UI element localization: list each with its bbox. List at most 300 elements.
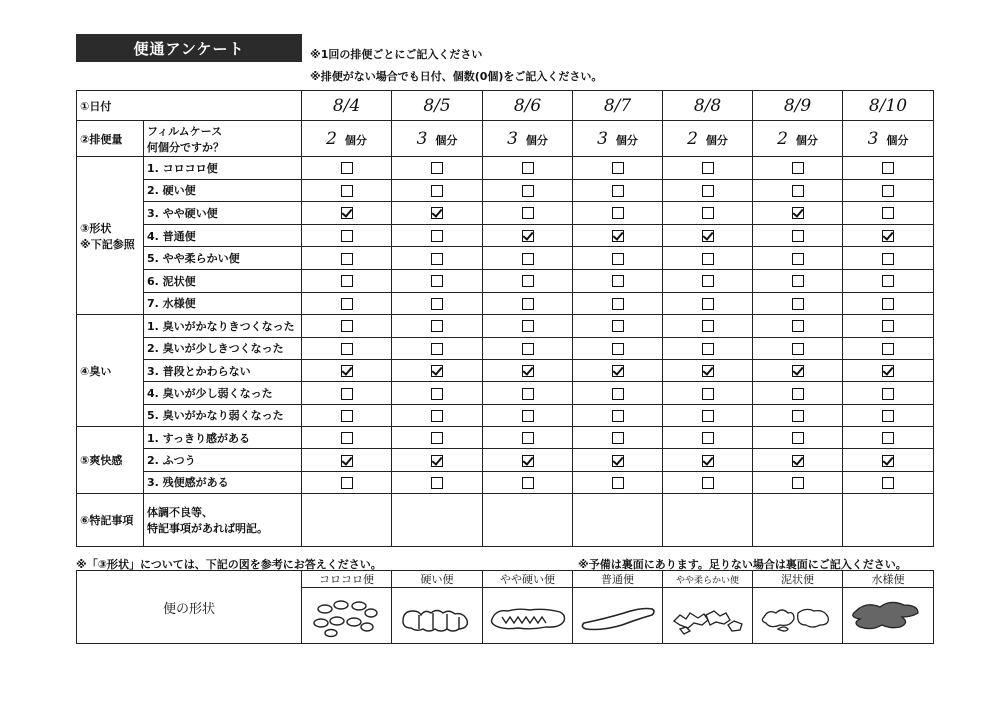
date-value: 8/8	[693, 95, 722, 116]
smell-option-1	[144, 315, 302, 337]
shape-option-1	[144, 157, 302, 180]
smell-check-cell	[302, 359, 392, 381]
refresh-check-cell	[302, 449, 392, 471]
smell-check-cell	[663, 359, 753, 381]
checked-checkbox[interactable]	[792, 455, 804, 467]
refresh-option-label: 2. ふつう	[147, 454, 196, 468]
shape-check-cell	[392, 202, 483, 225]
shape-check-cell	[663, 247, 753, 270]
checkbox[interactable]	[341, 253, 353, 265]
checked-checkbox[interactable]	[522, 455, 534, 467]
checked-checkbox[interactable]	[612, 230, 624, 242]
count-unit: 個分	[615, 133, 638, 147]
shape-option-label: 6. 泥状便	[147, 274, 196, 288]
shape-option-7	[144, 292, 302, 315]
refresh-check-cell	[483, 449, 573, 471]
checked-checkbox[interactable]	[341, 207, 353, 219]
checkbox[interactable]	[702, 207, 714, 219]
refresh-check-cell	[483, 427, 573, 449]
shape-check-cell	[753, 247, 843, 270]
shape-check-cell	[392, 224, 483, 247]
shape-check-cell	[302, 157, 392, 180]
checkbox[interactable]	[612, 477, 624, 489]
checkbox[interactable]	[882, 298, 894, 310]
legend-type-2: 硬い便	[392, 571, 483, 588]
checkbox[interactable]	[612, 275, 624, 287]
refresh-check-cell	[483, 471, 573, 493]
checkbox[interactable]	[522, 410, 534, 422]
legend-type-6: 泥状便	[753, 571, 843, 588]
shape-check-cell	[573, 202, 663, 225]
checkbox[interactable]	[792, 343, 804, 355]
date-value: 8/5	[423, 95, 451, 116]
smell-check-cell	[392, 315, 483, 337]
date-cell-2	[392, 91, 483, 121]
checkbox[interactable]	[522, 162, 534, 174]
checkbox[interactable]	[431, 343, 443, 355]
shape-check-cell	[483, 247, 573, 270]
shape-check-cell	[843, 202, 934, 225]
refresh-check-cell	[663, 449, 753, 471]
checkbox[interactable]	[882, 185, 894, 197]
checkbox[interactable]	[792, 185, 804, 197]
muddy-stool-illustration	[758, 591, 838, 641]
count-value: 3	[867, 128, 879, 149]
checkbox[interactable]	[702, 388, 714, 400]
hard-stool-illustration	[397, 591, 477, 641]
checked-checkbox[interactable]	[792, 365, 804, 377]
checkbox[interactable]	[522, 477, 534, 489]
smell-option-label: 3. 普段とかわらない	[147, 364, 251, 378]
shape-check-cell	[483, 292, 573, 315]
checkbox[interactable]	[702, 185, 714, 197]
shape-check-cell	[573, 269, 663, 292]
slightly-hard-stool-illustration	[488, 591, 568, 641]
count-value: 2	[326, 128, 337, 149]
amount-sub-cell	[144, 121, 302, 157]
shape-check-cell	[392, 247, 483, 270]
shape-check-cell	[573, 157, 663, 180]
checkbox[interactable]	[702, 162, 714, 174]
checkbox[interactable]	[431, 230, 443, 242]
checkbox[interactable]	[702, 343, 714, 355]
checkbox[interactable]	[612, 253, 624, 265]
legend-type-5: やや柔らかい便	[663, 571, 753, 588]
checkbox[interactable]	[612, 388, 624, 400]
checkbox[interactable]	[792, 162, 804, 174]
smell-check-cell	[573, 359, 663, 381]
checkbox[interactable]	[431, 275, 443, 287]
checkbox[interactable]	[882, 162, 894, 174]
checkbox[interactable]	[341, 432, 353, 444]
checked-checkbox[interactable]	[882, 230, 894, 242]
smell-check-cell	[302, 382, 392, 404]
shape-check-cell	[663, 179, 753, 202]
count-value: 3	[507, 128, 518, 149]
checkbox[interactable]	[431, 477, 443, 489]
smell-check-cell	[392, 359, 483, 381]
refresh-check-cell	[302, 471, 392, 493]
legend-illustration-5	[663, 588, 753, 644]
shape-option-label: 2. 硬い便	[147, 184, 196, 198]
special-note-cell-5[interactable]	[663, 494, 753, 547]
smell-check-cell	[392, 382, 483, 404]
smell-option-label: 1. 臭いがかなりきつくなった	[147, 319, 295, 333]
refresh-check-cell	[573, 449, 663, 471]
shape-check-cell	[843, 247, 934, 270]
smell-check-cell	[483, 404, 573, 426]
checkbox[interactable]	[612, 410, 624, 422]
smell-check-cell	[573, 382, 663, 404]
backside-note: ※予備は裏面にあります。足りない場合は裏面にご記入ください。	[578, 558, 907, 571]
shape-check-cell	[392, 292, 483, 315]
smell-check-cell	[483, 315, 573, 337]
checked-checkbox[interactable]	[612, 365, 624, 377]
count-unit: 個分	[525, 133, 548, 147]
checkbox[interactable]	[882, 477, 894, 489]
survey-table	[76, 90, 934, 547]
count-cell-5	[663, 121, 753, 157]
refresh-check-cell	[392, 471, 483, 493]
checkbox[interactable]	[612, 162, 624, 174]
date-value: 8/4	[332, 95, 361, 116]
checkbox[interactable]	[792, 432, 804, 444]
checkbox[interactable]	[702, 253, 714, 265]
date-value: 8/7	[603, 95, 632, 116]
checkbox[interactable]	[431, 185, 443, 197]
checkbox[interactable]	[882, 207, 894, 219]
date-cell-1	[302, 91, 392, 121]
count-value: 2	[777, 128, 788, 149]
shape-option-4	[144, 224, 302, 247]
special-note-cell-1[interactable]	[302, 494, 392, 547]
checked-checkbox[interactable]	[882, 365, 894, 377]
special-sub-1: 体調不良等、	[147, 506, 213, 519]
smell-option-4	[144, 382, 302, 404]
checkbox[interactable]	[341, 410, 353, 422]
refresh-check-cell	[843, 471, 934, 493]
count-value: 3	[416, 128, 428, 149]
shape-check-cell	[843, 269, 934, 292]
legend-illustration-6	[753, 588, 843, 644]
legend-type-4: 普通便	[573, 571, 663, 588]
count-unit: 個分	[344, 133, 367, 147]
checked-checkbox[interactable]	[341, 455, 353, 467]
checkbox[interactable]	[792, 298, 804, 310]
checked-checkbox[interactable]	[612, 455, 624, 467]
count-unit: 個分	[795, 133, 818, 147]
smell-check-cell	[663, 315, 753, 337]
refresh-group-label	[77, 427, 144, 494]
checked-checkbox[interactable]	[522, 230, 534, 242]
shape-check-cell	[392, 179, 483, 202]
checkbox[interactable]	[702, 477, 714, 489]
checkbox[interactable]	[612, 298, 624, 310]
checkbox[interactable]	[612, 207, 624, 219]
checkbox[interactable]	[882, 320, 894, 332]
shape-check-cell	[843, 224, 934, 247]
checkbox[interactable]	[522, 207, 534, 219]
smell-option-label: 2. 臭いが少しきつくなった	[147, 342, 284, 356]
checkbox[interactable]	[522, 343, 534, 355]
refresh-check-cell	[392, 449, 483, 471]
checkbox[interactable]	[341, 388, 353, 400]
checkbox[interactable]	[612, 343, 624, 355]
shape-check-cell	[302, 292, 392, 315]
checkbox[interactable]	[431, 388, 443, 400]
smell-check-cell	[753, 337, 843, 359]
checkbox[interactable]	[702, 298, 714, 310]
refresh-option-2	[144, 449, 302, 471]
smell-check-cell	[843, 337, 934, 359]
special-label-cell	[77, 494, 144, 547]
count-value: 2	[687, 128, 698, 149]
shape-option-3	[144, 202, 302, 225]
shape-option-label: 7. 水様便	[147, 297, 196, 311]
checkbox[interactable]	[882, 253, 894, 265]
smell-check-cell	[392, 404, 483, 426]
checked-checkbox[interactable]	[341, 365, 353, 377]
legend-illustration-7	[843, 588, 934, 644]
shape-check-cell	[753, 157, 843, 180]
shape-check-cell	[663, 224, 753, 247]
smell-check-cell	[573, 337, 663, 359]
checkbox[interactable]	[612, 320, 624, 332]
special-sub-cell	[144, 494, 302, 547]
checked-checkbox[interactable]	[792, 207, 804, 219]
shape-check-cell	[663, 292, 753, 315]
smell-check-cell	[483, 359, 573, 381]
smell-check-cell	[663, 382, 753, 404]
smell-check-cell	[392, 337, 483, 359]
checkbox[interactable]	[341, 343, 353, 355]
checkbox[interactable]	[702, 275, 714, 287]
checkbox[interactable]	[882, 343, 894, 355]
checkbox[interactable]	[702, 410, 714, 422]
checkbox[interactable]	[431, 432, 443, 444]
shape-check-cell	[483, 157, 573, 180]
checkbox[interactable]	[522, 185, 534, 197]
shape-check-cell	[843, 157, 934, 180]
count-cell-6	[753, 121, 843, 157]
smell-option-5	[144, 404, 302, 426]
checkbox[interactable]	[792, 477, 804, 489]
smell-option-label: 4. 臭いが少し弱くなった	[147, 387, 273, 401]
shape-check-cell	[302, 247, 392, 270]
checkbox[interactable]	[702, 432, 714, 444]
shape-check-cell	[663, 269, 753, 292]
refresh-check-cell	[392, 427, 483, 449]
special-note-cell-2[interactable]	[392, 494, 483, 547]
checked-checkbox[interactable]	[702, 455, 714, 467]
refresh-check-cell	[663, 471, 753, 493]
watery-stool-illustration	[848, 591, 928, 641]
date-value: 8/9	[783, 95, 812, 116]
shape-row-label: ③形状	[80, 221, 112, 235]
refresh-check-cell	[843, 427, 934, 449]
smell-check-cell	[302, 404, 392, 426]
checkbox[interactable]	[522, 275, 534, 287]
checked-checkbox[interactable]	[702, 365, 714, 377]
checkbox[interactable]	[341, 477, 353, 489]
refresh-row-label: ⑤爽快感	[80, 454, 123, 468]
smell-option-2	[144, 337, 302, 359]
count-unit: 個分	[435, 133, 458, 147]
date-cell-5	[663, 91, 753, 121]
checkbox[interactable]	[612, 185, 624, 197]
checkbox[interactable]	[522, 298, 534, 310]
count-cell-4	[573, 121, 663, 157]
smell-group-label	[77, 315, 144, 427]
special-sub-2: 特記事項があれば明記。	[147, 522, 268, 535]
checkbox[interactable]	[522, 320, 534, 332]
special-note-cell-7[interactable]	[843, 494, 934, 547]
amount-label-cell	[77, 121, 144, 157]
count-value: 3	[597, 128, 608, 149]
shape-option-2	[144, 179, 302, 202]
shape-check-cell	[753, 179, 843, 202]
amount-sub-2: 何個分ですか？	[147, 140, 224, 154]
legend-illustration-4	[573, 588, 663, 644]
checkbox[interactable]	[792, 410, 804, 422]
special-note-cell-6[interactable]	[753, 494, 843, 547]
checkbox[interactable]	[522, 253, 534, 265]
smell-check-cell	[663, 404, 753, 426]
smell-check-cell	[483, 382, 573, 404]
shape-check-cell	[843, 292, 934, 315]
normal-stool-illustration	[578, 591, 658, 641]
checked-checkbox[interactable]	[431, 455, 443, 467]
amount-row-label: ②排便量	[80, 132, 123, 146]
smell-check-cell	[663, 337, 753, 359]
soft-stool-illustration	[668, 591, 748, 641]
survey-title: 便通アンケート	[76, 34, 302, 62]
checkbox[interactable]	[702, 320, 714, 332]
checkbox[interactable]	[341, 162, 353, 174]
checkbox[interactable]	[341, 230, 353, 242]
special-note-cell-3[interactable]	[483, 494, 573, 547]
checkbox[interactable]	[882, 432, 894, 444]
checked-checkbox[interactable]	[431, 207, 443, 219]
checkbox[interactable]	[522, 432, 534, 444]
count-cell-2	[392, 121, 483, 157]
checkbox[interactable]	[522, 388, 534, 400]
instruction-note-2: ※排便がない場合でも日付、個数(0個)をご記入ください。	[310, 70, 603, 83]
count-unit: 個分	[886, 133, 909, 147]
shape-group-label	[77, 157, 144, 315]
special-note-cell-4[interactable]	[573, 494, 663, 547]
shape-check-cell	[663, 157, 753, 180]
shape-check-cell	[392, 269, 483, 292]
checkbox[interactable]	[431, 410, 443, 422]
shape-check-cell	[663, 202, 753, 225]
date-cell-4	[573, 91, 663, 121]
checkbox[interactable]	[882, 410, 894, 422]
refresh-option-3	[144, 471, 302, 493]
count-unit: 個分	[705, 133, 728, 147]
shape-check-cell	[573, 247, 663, 270]
count-cell-7	[843, 121, 934, 157]
pellet-stool-illustration	[307, 591, 387, 641]
refresh-check-cell	[753, 449, 843, 471]
count-cell-1	[302, 121, 392, 157]
shape-check-cell	[573, 292, 663, 315]
checkbox[interactable]	[341, 298, 353, 310]
checked-checkbox[interactable]	[702, 230, 714, 242]
smell-check-cell	[753, 404, 843, 426]
refresh-option-1	[144, 427, 302, 449]
checkbox[interactable]	[882, 388, 894, 400]
checkbox[interactable]	[341, 320, 353, 332]
checkbox[interactable]	[341, 275, 353, 287]
checkbox[interactable]	[792, 388, 804, 400]
smell-check-cell	[843, 382, 934, 404]
checkbox[interactable]	[431, 298, 443, 310]
checkbox[interactable]	[792, 320, 804, 332]
checked-checkbox[interactable]	[431, 365, 443, 377]
smell-check-cell	[302, 315, 392, 337]
legend-illustration-3	[483, 588, 573, 644]
checkbox[interactable]	[612, 432, 624, 444]
checkbox[interactable]	[792, 230, 804, 242]
legend-type-7: 水様便	[843, 571, 934, 588]
refresh-check-cell	[302, 427, 392, 449]
date-value: 8/6	[513, 95, 542, 116]
shape-check-cell	[483, 179, 573, 202]
smell-option-3	[144, 359, 302, 381]
checkbox[interactable]	[341, 185, 353, 197]
shape-option-label: 3. やや硬い便	[147, 206, 218, 220]
shape-option-label: 1. コロコロ便	[147, 161, 218, 175]
checkbox[interactable]	[431, 253, 443, 265]
shape-option-label: 5. やや柔らかい便	[147, 252, 240, 266]
shape-check-cell	[302, 202, 392, 225]
shape-check-cell	[753, 269, 843, 292]
date-value: 8/10	[868, 95, 908, 116]
checkbox[interactable]	[792, 275, 804, 287]
shape-check-cell	[302, 179, 392, 202]
shape-legend-label: 便の形状	[77, 571, 302, 644]
shape-option-5	[144, 247, 302, 270]
refresh-check-cell	[753, 427, 843, 449]
smell-check-cell	[843, 315, 934, 337]
checkbox[interactable]	[792, 253, 804, 265]
checked-checkbox[interactable]	[522, 365, 534, 377]
legend-type-1: コロコロ便	[302, 571, 392, 588]
checkbox[interactable]	[431, 162, 443, 174]
refresh-check-cell	[843, 449, 934, 471]
checkbox[interactable]	[882, 275, 894, 287]
smell-check-cell	[483, 337, 573, 359]
checkbox[interactable]	[431, 320, 443, 332]
amount-sub-1: フィルムケース	[147, 124, 223, 138]
shape-reference-note: ※「③形状」については、下記の図を参考にお答えください。	[76, 558, 382, 571]
checked-checkbox[interactable]	[882, 455, 894, 467]
refresh-check-cell	[573, 427, 663, 449]
smell-check-cell	[573, 315, 663, 337]
date-cell-3	[483, 91, 573, 121]
special-row-label: ⑥特記事項	[80, 514, 134, 527]
smell-check-cell	[573, 404, 663, 426]
refresh-check-cell	[753, 471, 843, 493]
shape-check-cell	[302, 224, 392, 247]
shape-option-label: 4. 普通便	[147, 229, 196, 243]
smell-check-cell	[753, 315, 843, 337]
date-cell-7	[843, 91, 934, 121]
shape-check-cell	[483, 224, 573, 247]
shape-check-cell	[573, 224, 663, 247]
smell-check-cell	[753, 382, 843, 404]
